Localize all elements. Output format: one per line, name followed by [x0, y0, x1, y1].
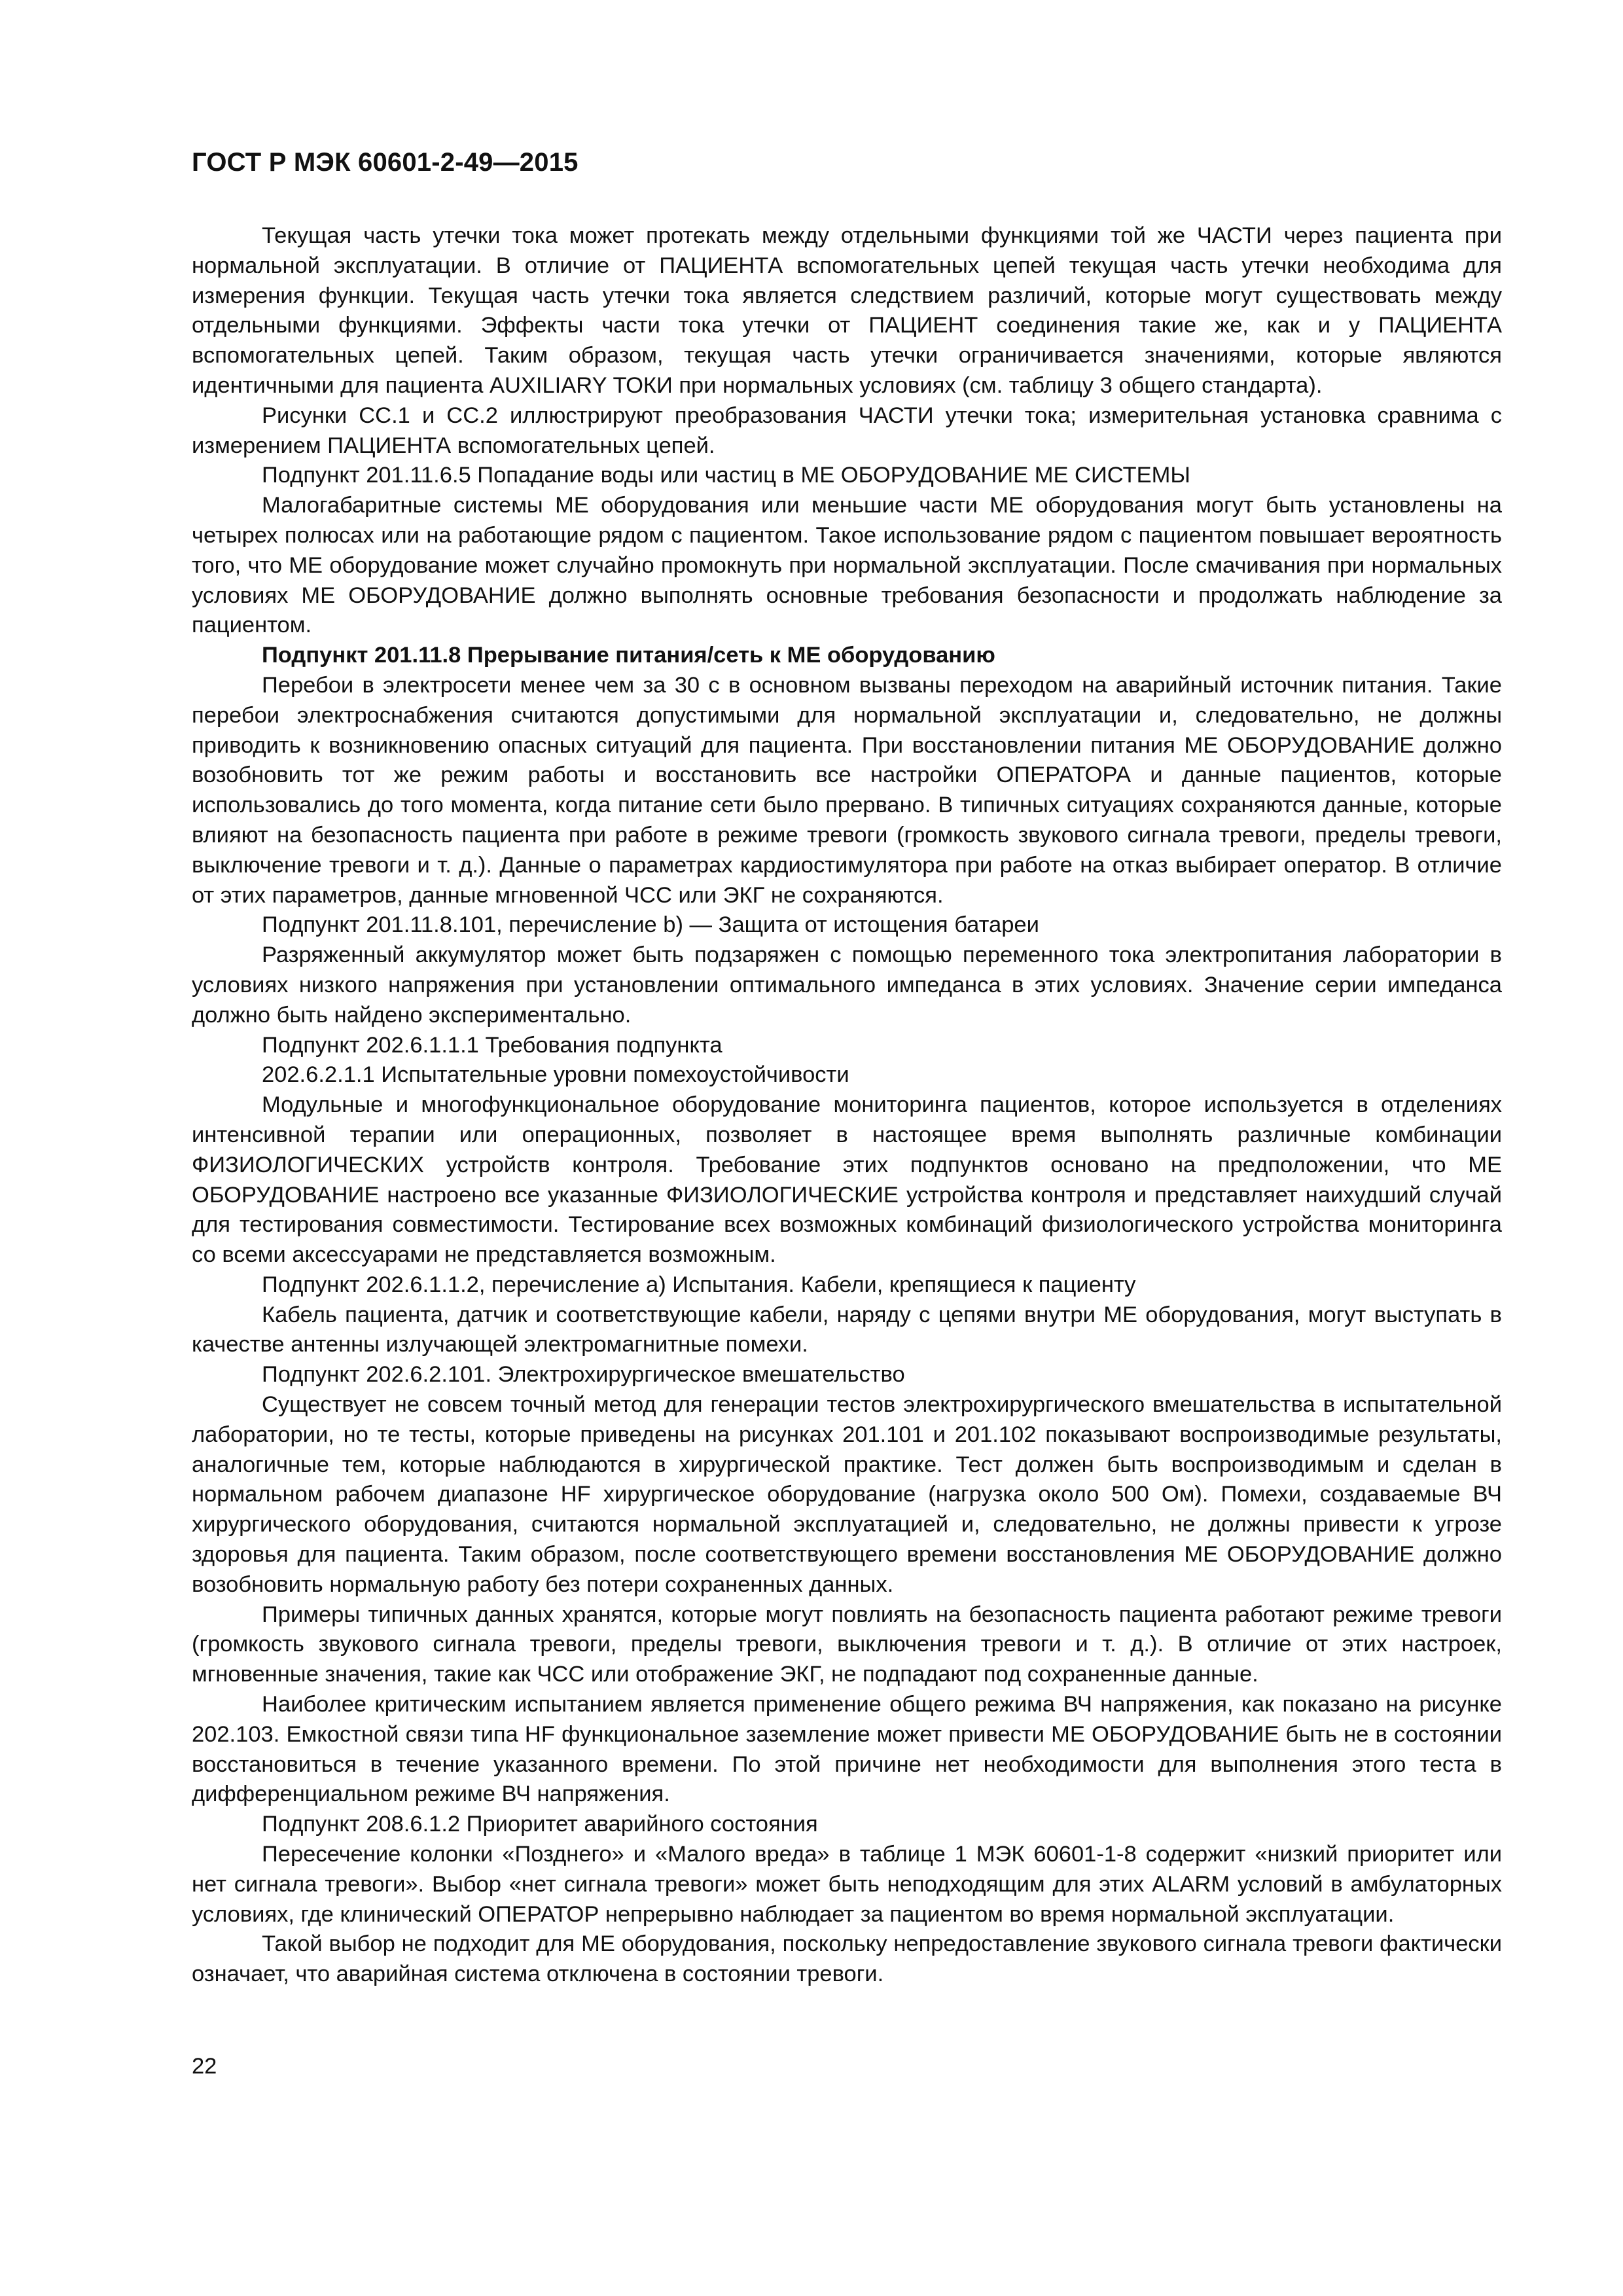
- paragraph-heading-202-6-2-1-1: 202.6.2.1.1 Испытательные уровни помехоустойчивости: [262, 1062, 849, 1088]
- paragraph-stored-data: Примеры типичных данных хранятся, которые могут повлиять на безопасность пациента работают режиме тревоги (громкость звукового сигнала тревоги, пределы тревоги, выключения тревоги и т. д.). В отличие от этих настроек, мгновенные значения, такие как ЧСС или отображение ЭКГ, не подпадают под сохраненные данные.: [192, 1602, 1502, 1687]
- paragraph-patient-cable: Кабель пациента, датчик и соответствующие кабели, наряду с цепями внутри МЕ оборудования, могут выступать в качестве антенны излучающей электромагнитные помехи.: [192, 1302, 1502, 1357]
- paragraph-heading-208-6-1-2: Подпункт 208.6.1.2 Приоритет аварийного состояния: [262, 1812, 818, 1837]
- paragraph-power-interruption: Перебои в электросети менее чем за 30 с в основном вызваны переходом на аварийный источник питания. Такие перебои электроснабжения считаются допустимыми для нормальной эксплуатации и, следовательно, не должны приводить к возникновению опасных ситуаций для пациента. При восстановлении питания МЕ ОБОРУДОВАНИЕ должно возобновить тот же режим работы и восстановить все настройки ОПЕРАТОРА и данные пациентов, которые использовались до того момента, когда питание сети было прервано. В типичных ситуациях сохраняются данные, которые влияют на безопасность пациента при работе в режиме тревоги (громкость звукового сигнала тревоги, пределы тревоги, выключение тревоги и т. д.). Данные о параметрах кардиостимулятора при работе на отказ выбирает оператор. В отличие от этих параметров, данные мгновенной ЧСС или ЭКГ не сохраняются.: [192, 672, 1502, 908]
- paragraph-modular-monitoring: Модульные и многофункциональное оборудование мониторинга пациентов, которое используется в отделениях интенсивной терапии или операционных, позволяет в настоящее время выполнять различные комбинации ФИЗИОЛОГИЧЕСКИХ устройств контроля. Требование этих подпунктов основано на предположении, что МЕ ОБОРУДОВАНИЕ настроено все указанные ФИЗИОЛОГИЧЕСКИЕ устройства контроля и представляет наихудший случай для тестирования совместимости. Тестирование всех возможных комбинаций физиологического устройства мониторинга со всеми аксессуарами не представляется возможным.: [192, 1092, 1502, 1268]
- paragraph-electrosurgical: Существует не совсем точный метод для генерации тестов электрохирургического вмешательства в испытательной лаборатории, но те тесты, которые приведены на рисунках 201.101 и 201.102 показывают воспроизводимые результаты, аналогичные тем, которые наблюдаются в хирургической практике. Тест должен быть воспроизводимым и сделан в нормальном рабочем диапазоне HF хирургическое оборудование (нагрузка около 500 Ом). Помехи, создаваемые ВЧ хирургического оборудования, считаются нормальной эксплуатацией и, следовательно, не должны привести к угрозе здоровья для пациента. Таким образом, после соответствующего времени восстановления МЕ ОБОРУДОВАНИЕ должно возобновить нормальную работу без потери сохраненных данных.: [192, 1392, 1502, 1597]
- paragraph-water-ingress: Малогабаритные системы МЕ оборудования или меньшие части МЕ оборудования могут быть установлены на четырех полюсах или на работающие рядом с пациентом. Такое использование рядом с пациентом повышает вероятность того, что МЕ оборудование может случайно промокнуть при нормальной эксплуатации. После смачивания при нормальных условиях МЕ ОБОРУДОВАНИЕ должно выполнять основные требования безопасности и продолжать наблюдение за пациентом.: [192, 493, 1502, 638]
- document-header: ГОСТ Р МЭК 60601-2-49—2015: [192, 148, 579, 177]
- paragraph-heading-202-6-2-101: Подпункт 202.6.2.101. Электрохирургическое вмешательство: [262, 1362, 905, 1388]
- paragraph-alarm-priority: Пересечение колонки «Позднего» и «Малого вреда» в таблице 1 МЭК 60601-1-8 содержит «низкий приоритет или нет сигнала тревоги». Выбор «нет сигнала тревоги» может быть неподходящим для этих ALARM условий в амбулаторных условиях, где клинический ОПЕРАТОР непрерывно наблюдает за пациентом во время нормальной эксплуатации.: [192, 1842, 1502, 1927]
- paragraph-leakage-current: Текущая часть утечки тока может протекать между отдельными функциями той же ЧАСТИ через пациента при нормальной эксплуатации. В отличие от ПАЦИЕНТА вспомогательных цепей текущая часть утечки необходима для измерения функции. Текущая часть утечки тока является следствием различий, которые могут существовать между отдельными функциями. Эффекты части тока утечки от ПАЦИЕНТ соединения такие же, как и у ПАЦИЕНТА вспомогательных цепей. Таким образом, текущая часть утечки ограничивается значениями, которые являются идентичными для пациента AUXILIARY ТОКИ при нормальных условиях (см. таблицу 3 общего стандарта).: [192, 223, 1502, 398]
- paragraph-figures-cc: Рисунки СС.1 и СС.2 иллюстрируют преобразования ЧАСТИ утечки тока; измерительная установка сравнима с измерением ПАЦИЕНТА вспомогательных цепей.: [192, 403, 1502, 458]
- paragraph-common-mode-test: Наиболее критическим испытанием является применение общего режима ВЧ напряжения, как показано на рисунке 202.103. Емкостной связи типа HF функциональное заземление может привести МЕ ОБОРУДОВАНИЕ быть не в состоянии восстановиться в течение указанного времени. По этой причине нет необходимости для выполнения этого теста в дифференциальном режиме ВЧ напряжения.: [192, 1692, 1502, 1807]
- section-heading-201-11-8: Подпункт 201.11.8 Прерывание питания/сеть к МЕ оборудованию: [262, 643, 995, 668]
- paragraph-heading-201-11-8-101: Подпункт 201.11.8.101, перечисление b) — Защита от истощения батареи: [262, 912, 1039, 938]
- paragraph-heading-201-11-6-5: Подпункт 201.11.6.5 Попадание воды или частиц в МЕ ОБОРУДОВАНИЕ МЕ СИСТЕМЫ: [262, 463, 1190, 488]
- paragraph-alarm-choice: Такой выбор не подходит для МЕ оборудования, поскольку непредоставление звукового сигнала тревоги фактически означает, что аварийная система отключена в состоянии тревоги.: [192, 1931, 1502, 1987]
- page-number: 22: [192, 2054, 217, 2079]
- paragraph-heading-202-6-1-1-2: Подпункт 202.6.1.1.2, перечисление а) Испытания. Кабели, крепящиеся к пациенту: [262, 1272, 1136, 1297]
- paragraph-battery: Разряженный аккумулятор может быть подзаряжен с помощью переменного тока электропитания лаборатории в условиях низкого напряжения при установлении оптимального импеданса в этих условиях. Значение серии импеданса должно быть найдено экспериментально.: [192, 942, 1502, 1028]
- paragraph-heading-202-6-1-1-1: Подпункт 202.6.1.1.1 Требования подпункта: [262, 1032, 722, 1058]
- document-body: [192, 221, 1502, 1990]
